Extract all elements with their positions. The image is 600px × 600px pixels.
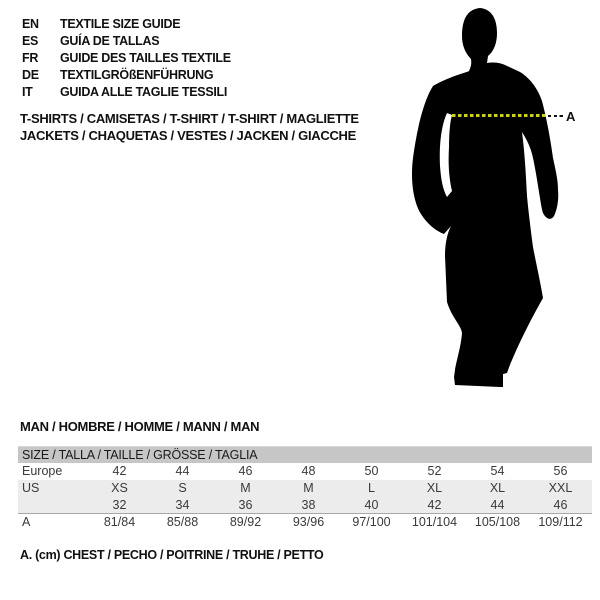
- language-label: TEXTILGRÖßENFÜHRUNG: [60, 68, 214, 82]
- table-cell: 97/100: [352, 515, 391, 529]
- table-cell: 36: [238, 498, 253, 512]
- table-cell: 32: [112, 498, 127, 512]
- table-row-chest-a: [18, 514, 592, 531]
- language-row: [22, 84, 231, 101]
- language-label: TEXTILE SIZE GUIDE: [60, 17, 181, 31]
- chest-measure-line: [452, 114, 546, 117]
- language-code: ES: [22, 34, 39, 48]
- table-cell: 46: [553, 498, 568, 512]
- language-row: [22, 67, 231, 84]
- table-cell: 48: [301, 464, 316, 478]
- language-code: FR: [22, 51, 39, 65]
- table-cell: 42: [427, 498, 442, 512]
- chest-measure-leader-line: [548, 115, 564, 117]
- garment-categories: [20, 110, 359, 144]
- row-label: A: [22, 515, 31, 529]
- row-label: [18, 497, 88, 513]
- table-cell: 93/96: [292, 515, 325, 529]
- table-cell: L: [368, 481, 375, 495]
- measure-label-a: A: [566, 109, 576, 124]
- measurement-footnote: A. (cm) CHEST / PECHO / POITRINE / TRUHE / PETTO: [20, 548, 324, 562]
- language-label: GUÍA DE TALLAS: [60, 34, 160, 48]
- language-list: [22, 16, 231, 101]
- table-cell: S: [178, 481, 187, 495]
- man-silhouette-image: [400, 0, 600, 400]
- table-cell: 105/108: [474, 515, 521, 529]
- table-cell: 44: [175, 464, 190, 478]
- language-row: [22, 16, 231, 33]
- table-cell: 56: [553, 464, 568, 478]
- category-line-jackets: JACKETS / CHAQUETAS / VESTES / JACKEN / GIACCHE: [20, 128, 356, 143]
- row-label: US: [22, 481, 40, 495]
- table-row-us: [18, 480, 592, 497]
- table-cell: 81/84: [103, 515, 136, 529]
- table-cell: 34: [175, 498, 190, 512]
- table-cell: 38: [301, 498, 316, 512]
- table-cell: 89/92: [229, 515, 262, 529]
- table-cell: 50: [364, 464, 379, 478]
- language-code: EN: [22, 17, 39, 31]
- table-cell: 109/112: [538, 515, 583, 529]
- table-cell: 46: [238, 464, 253, 478]
- table-cell: 44: [490, 498, 505, 512]
- language-code: IT: [22, 85, 33, 99]
- table-cell: M: [240, 481, 251, 495]
- table-cell: XL: [426, 481, 443, 495]
- language-row: [22, 50, 231, 67]
- table-cell: 52: [427, 464, 442, 478]
- table-cell: XXL: [548, 481, 573, 495]
- language-row: [22, 33, 231, 50]
- table-cell: 40: [364, 498, 379, 512]
- table-row-us-numeric: [18, 497, 592, 514]
- section-title-man: MAN / HOMBRE / HOMME / MANN / MAN: [20, 419, 260, 434]
- table-row-europe: [18, 463, 592, 480]
- table-cell: M: [303, 481, 314, 495]
- row-label: Europe: [22, 464, 63, 478]
- table-cell: XL: [489, 481, 506, 495]
- table-cell: 42: [112, 464, 127, 478]
- table-cell: XS: [111, 481, 128, 495]
- size-table: [18, 446, 592, 531]
- table-cell: 54: [490, 464, 505, 478]
- category-line-tshirts: T-SHIRTS / CAMISETAS / T-SHIRT / T-SHIRT / MAGLIETTE: [20, 111, 359, 126]
- size-table-header: SIZE / TALLA / TAILLE / GRÖSSE / TAGLIA: [18, 446, 592, 463]
- language-label: GUIDA ALLE TAGLIE TESSILI: [60, 85, 228, 99]
- table-cell: 85/88: [166, 515, 199, 529]
- table-cell: 101/104: [411, 515, 458, 529]
- language-label: GUIDE DES TAILLES TEXTILE: [60, 51, 231, 65]
- language-code: DE: [22, 68, 39, 82]
